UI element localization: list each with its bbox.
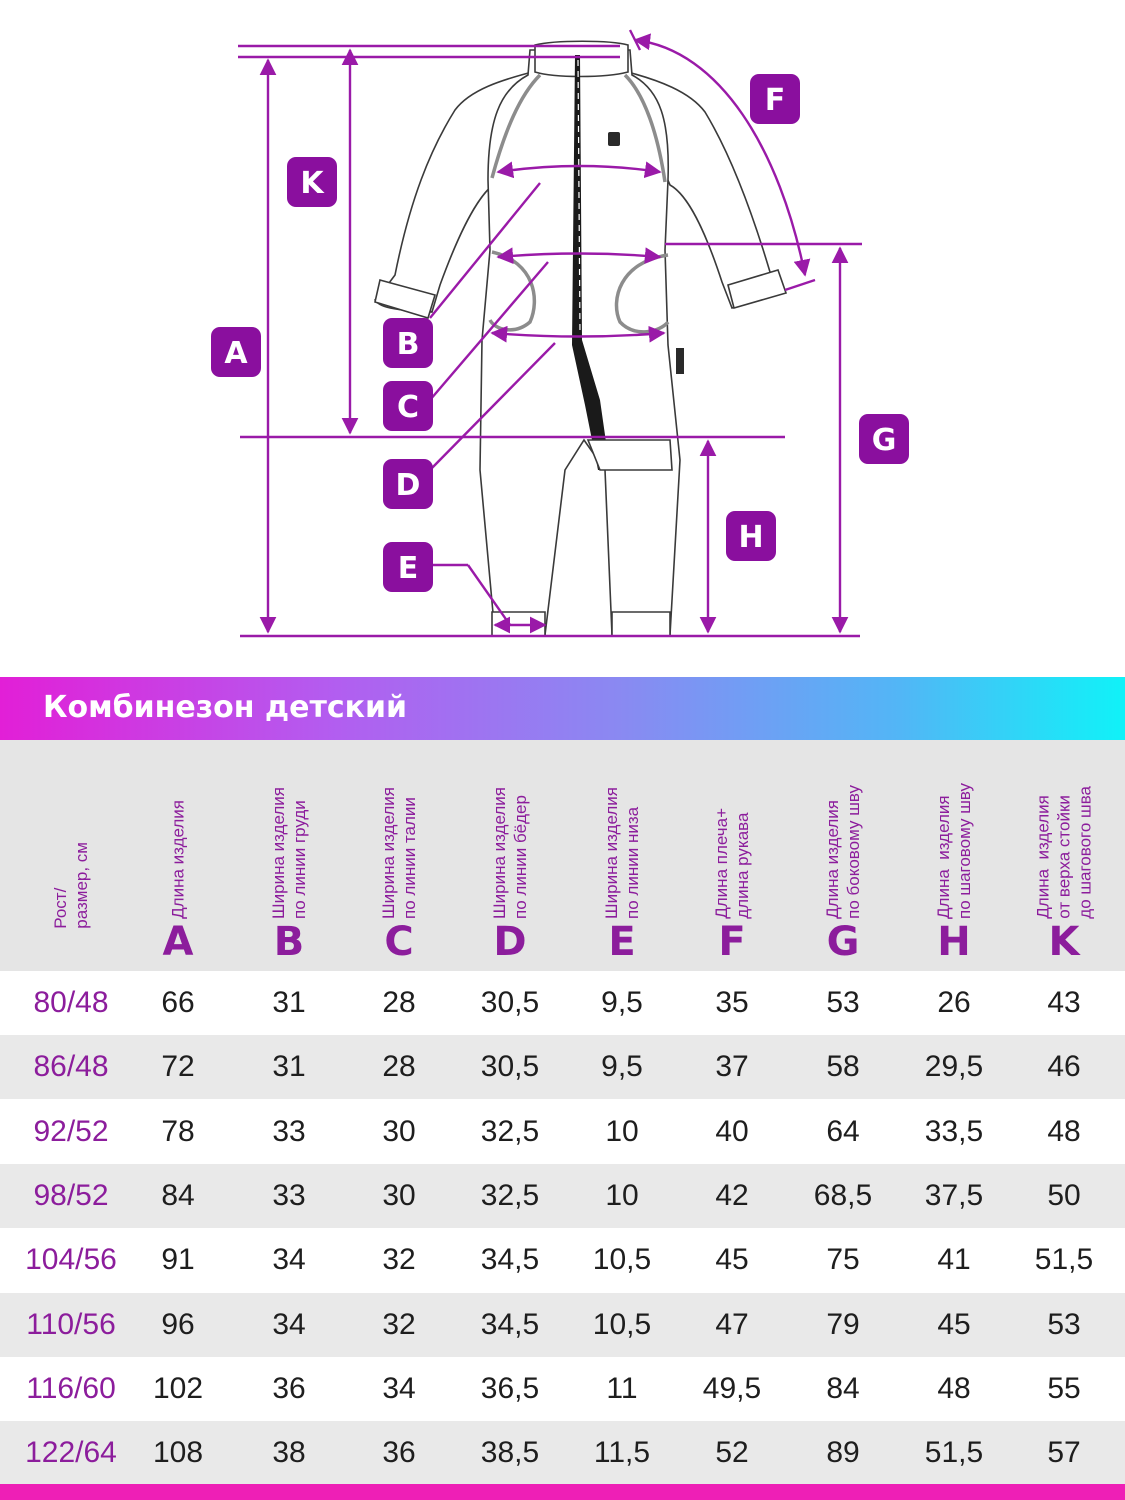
- header-cell-f: [678, 740, 786, 971]
- table-title: Комбинезон детский: [43, 690, 408, 725]
- size-diagram: [0, 0, 1125, 660]
- value-cell-a: 72: [161, 1050, 195, 1084]
- value-cell-c: 36: [382, 1436, 416, 1470]
- svg-text:C: C: [396, 390, 420, 425]
- value-cell-g: 64: [826, 1114, 860, 1148]
- value-cell-h: 45: [937, 1307, 971, 1341]
- value-cell-h: 29,5: [924, 1050, 984, 1084]
- header-letter: E: [608, 919, 636, 965]
- label-badge-e: [383, 542, 433, 592]
- header-description: Длина изделия по боковому шву: [823, 785, 863, 919]
- size-cell: 110/56: [26, 1307, 116, 1341]
- value-cell-a: 102: [152, 1371, 204, 1405]
- table-row: [0, 1164, 1125, 1228]
- header-cell-k: [1010, 740, 1118, 971]
- header-description: Ширина изделия по линии груди: [269, 787, 309, 919]
- value-cell-e: 10,5: [592, 1243, 652, 1277]
- value-cell-g: 75: [826, 1243, 860, 1277]
- label-badge-a: [211, 327, 261, 377]
- header-cell-size: [17, 740, 125, 971]
- bottom-accent-bar: [0, 1484, 1125, 1500]
- size-cell: 104/56: [25, 1243, 117, 1277]
- svg-text:K: K: [300, 166, 324, 201]
- header-cell-h: [900, 740, 1008, 971]
- value-cell-b: 31: [272, 1050, 306, 1084]
- size-cell: 86/48: [33, 1050, 109, 1084]
- header-cell-b: [235, 740, 343, 971]
- value-cell-f: 37: [715, 1050, 749, 1084]
- label-badge-k: [287, 157, 337, 207]
- svg-text:A: A: [224, 336, 248, 371]
- table-row: [0, 1228, 1125, 1292]
- value-cell-c: 30: [382, 1178, 416, 1212]
- svg-text:G: G: [871, 423, 897, 458]
- value-cell-b: 34: [272, 1307, 306, 1341]
- value-cell-g: 84: [826, 1371, 860, 1405]
- label-badge-c: [383, 381, 433, 431]
- value-cell-b: 33: [272, 1114, 306, 1148]
- table-row: [0, 1100, 1125, 1164]
- table-row: [0, 971, 1125, 1035]
- label-badge-d: [383, 459, 433, 509]
- value-cell-f: 45: [715, 1243, 749, 1277]
- value-cell-d: 30,5: [480, 986, 540, 1019]
- header-letter: G: [826, 919, 860, 965]
- value-cell-a: 78: [161, 1114, 195, 1148]
- value-cell-e: 11,5: [593, 1436, 651, 1470]
- value-cell-c: 28: [382, 986, 416, 1019]
- table-row: [0, 1035, 1125, 1099]
- label-badge-h: [726, 511, 776, 561]
- value-cell-f: 42: [715, 1178, 749, 1212]
- header-description: Длина изделия: [168, 800, 188, 919]
- header-letter: B: [273, 919, 305, 965]
- svg-text:H: H: [738, 520, 764, 555]
- value-cell-f: 52: [715, 1436, 749, 1470]
- value-cell-c: 30: [382, 1114, 416, 1148]
- header-cell-d: [456, 740, 564, 971]
- value-cell-k: 48: [1047, 1114, 1081, 1148]
- value-cell-b: 38: [272, 1436, 306, 1470]
- value-cell-c: 32: [382, 1243, 416, 1277]
- header-cell-e: [568, 740, 676, 971]
- header-description: Длина изделия от верха стойки до шагового шва: [1033, 786, 1095, 919]
- size-cell: 80/48: [33, 986, 109, 1019]
- value-cell-d: 32,5: [480, 1114, 540, 1148]
- value-cell-e: 10: [605, 1114, 639, 1148]
- size-cell: 116/60: [26, 1371, 116, 1405]
- svg-text:D: D: [395, 468, 421, 503]
- header-letter: A: [162, 919, 194, 965]
- label-badge-f: [750, 74, 800, 124]
- value-cell-g: 58: [826, 1050, 860, 1084]
- value-cell-f: 47: [715, 1307, 749, 1341]
- header-letter: D: [493, 919, 527, 965]
- value-cell-e: 9,5: [601, 986, 643, 1019]
- value-cell-d: 38,5: [480, 1436, 540, 1470]
- value-cell-k: 57: [1047, 1436, 1081, 1470]
- value-cell-k: 53: [1047, 1307, 1081, 1341]
- value-cell-k: 46: [1047, 1050, 1081, 1084]
- header-description: Ширина изделия по линии бёдер: [490, 787, 530, 919]
- value-cell-h: 33,5: [924, 1114, 984, 1148]
- value-cell-k: 51,5: [1034, 1243, 1094, 1277]
- header-letter: F: [718, 919, 746, 965]
- value-cell-f: 49,5: [702, 1371, 762, 1405]
- value-cell-h: 26: [937, 986, 971, 1019]
- value-cell-k: 50: [1047, 1178, 1081, 1212]
- size-cell: 122/64: [25, 1436, 117, 1470]
- value-cell-b: 31: [272, 986, 306, 1019]
- value-cell-d: 34,5: [480, 1307, 540, 1341]
- header-letter: C: [384, 919, 414, 965]
- value-cell-b: 34: [272, 1243, 306, 1277]
- label-badge-b: [383, 318, 433, 368]
- header-cell-a: [124, 740, 232, 971]
- label-badge-g: [859, 414, 909, 464]
- table-row: [0, 1421, 1125, 1485]
- table-row: [0, 1293, 1125, 1357]
- value-cell-h: 41: [937, 1243, 971, 1277]
- size-cell: 92/52: [33, 1114, 109, 1148]
- value-cell-f: 35: [715, 986, 749, 1019]
- value-cell-g: 79: [826, 1307, 860, 1341]
- header-description: Ширина изделия по линии талии: [379, 787, 419, 919]
- value-cell-d: 32,5: [480, 1178, 540, 1212]
- svg-text:E: E: [397, 551, 419, 586]
- value-cell-a: 84: [161, 1178, 195, 1212]
- value-cell-c: 28: [382, 1050, 416, 1084]
- value-cell-b: 33: [272, 1178, 306, 1212]
- value-cell-g: 89: [826, 1436, 860, 1470]
- svg-text:B: B: [396, 327, 420, 362]
- value-cell-k: 43: [1047, 986, 1081, 1019]
- header-description: Длина плеча+ длина рукава: [712, 808, 752, 919]
- header-letter: H: [937, 919, 971, 965]
- size-cell: 98/52: [33, 1178, 109, 1212]
- jumpsuit-drawing: [375, 41, 786, 636]
- value-cell-a: 66: [161, 986, 195, 1019]
- value-cell-a: 96: [161, 1307, 195, 1341]
- value-cell-a: 91: [161, 1243, 195, 1277]
- header-cell-c: [345, 740, 453, 971]
- table-header-row: [0, 740, 1125, 971]
- value-cell-a: 108: [152, 1436, 204, 1470]
- value-cell-e: 10,5: [592, 1307, 652, 1341]
- header-cell-g: [789, 740, 897, 971]
- value-cell-c: 34: [382, 1371, 416, 1405]
- value-cell-b: 36: [272, 1371, 306, 1405]
- value-cell-c: 32: [382, 1307, 416, 1341]
- value-cell-e: 10: [605, 1178, 639, 1212]
- value-cell-d: 34,5: [480, 1243, 540, 1277]
- header-description: Ширина изделия по линии низа: [602, 787, 642, 919]
- header-description: Длина изделия по шаговому шву: [934, 783, 974, 919]
- table-title-bar: [0, 677, 1125, 740]
- value-cell-h: 51,5: [924, 1436, 984, 1470]
- value-cell-f: 40: [715, 1114, 749, 1148]
- value-cell-h: 37,5: [924, 1178, 984, 1212]
- value-cell-e: 9,5: [601, 1050, 643, 1084]
- value-cell-d: 36,5: [480, 1371, 540, 1405]
- svg-text:F: F: [764, 83, 786, 118]
- value-cell-g: 53: [826, 986, 860, 1019]
- value-cell-g: 68,5: [813, 1178, 873, 1212]
- value-cell-d: 30,5: [480, 1050, 540, 1084]
- table-row: [0, 1357, 1125, 1421]
- value-cell-h: 48: [937, 1371, 971, 1405]
- value-cell-e: 11: [606, 1371, 638, 1405]
- header-description: Рост/ размер, см: [51, 842, 91, 929]
- value-cell-k: 55: [1047, 1371, 1081, 1405]
- header-letter: K: [1048, 919, 1080, 965]
